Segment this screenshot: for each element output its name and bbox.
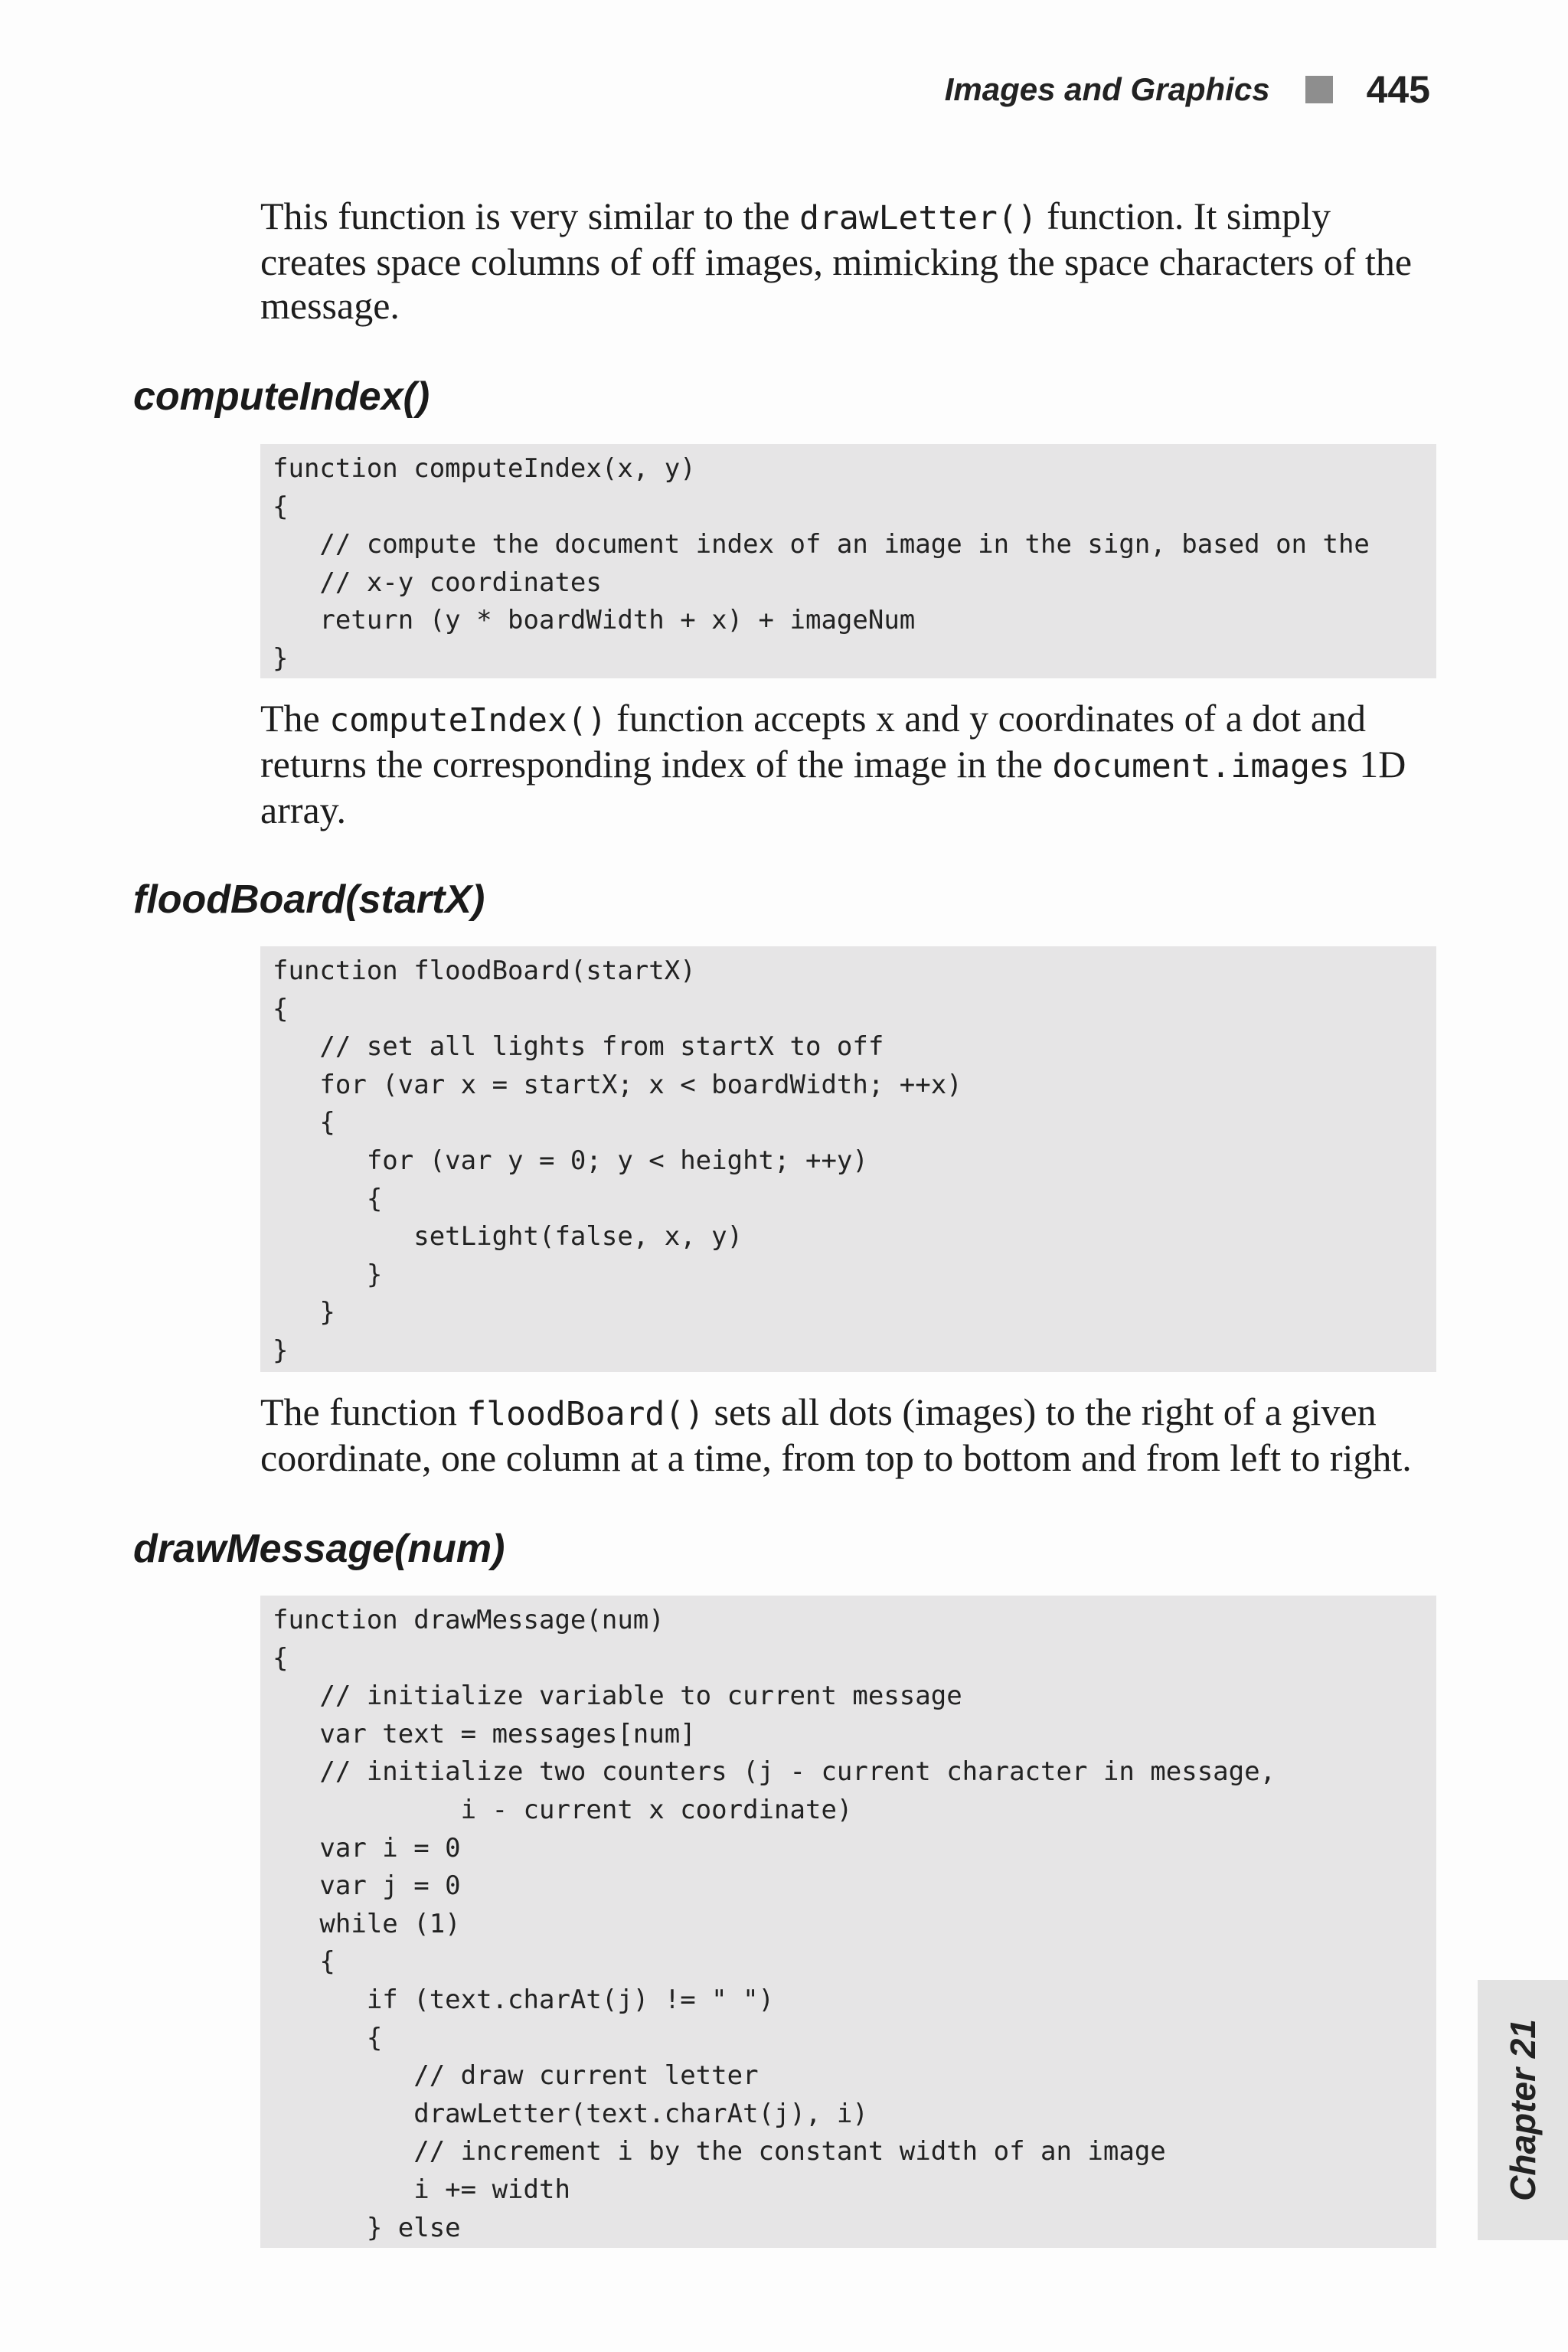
code-line: function drawMessage(num) [273,1605,665,1635]
code-line: var i = 0 [273,1832,461,1864]
code-line: // x-y coordinates [273,567,602,598]
code-line: drawLetter(text.charAt(j), i) [273,2098,868,2129]
code-line: // draw current letter [273,2060,759,2092]
para-code: floodBoard() [466,1395,705,1433]
code-line: { [273,1183,383,1214]
code-line: } [273,1259,383,1290]
code-line: } else [273,2212,461,2243]
code-line: i - current x coordinate) [273,1794,853,1825]
chapter-tab-label: Chapter 21 [1503,2019,1543,2201]
para-code: document.images [1052,747,1350,786]
code-block-flood-board [260,946,1436,1372]
para-text: sets all dots (images) to the right of a given coordinate, one column at a time, from top to bottom and from left to right. [260,1390,1412,1479]
section-heading-draw-message: drawMessage(num) [133,1527,505,1571]
code-line: return (y * boardWidth + x) + imageNum [273,605,916,636]
code-line: { [273,1107,335,1138]
para-code: computeIndex() [329,701,607,740]
intro-text-1: This function is very similar to the [260,194,800,237]
code-line: var text = messages[num] [273,1718,696,1749]
code-line: // increment i by the constant width of an image [273,2136,1166,2167]
code-line: { [273,1946,335,1978]
code-line: var j = 0 [273,1870,461,1902]
code-line: function floodBoard(startX) [273,956,696,986]
code-line: function computeIndex(x, y) [273,453,696,484]
running-header-title: Images and Graphics [944,71,1270,107]
code-line: // set all lights from startX to off [273,1031,884,1063]
intro-paragraph [260,194,1439,328]
section-heading-compute-index: computeIndex() [133,374,430,419]
code-line: for (var x = startX; x < boardWidth; ++x) [273,1069,962,1100]
code-line: // compute the document index of an image in the sign, based on the [273,529,1370,560]
code-block-compute-index [260,444,1436,678]
code-line: // initialize variable to current message [273,1681,962,1712]
code-line: i += width [273,2174,570,2205]
page-number: 445 [1366,68,1430,111]
code-line: } [273,1297,335,1328]
code-line: // initialize two counters (j - current character in message, [273,1756,1276,1788]
code-block-draw-message [260,1596,1436,2248]
code-line: { [273,1642,289,1674]
intro-code-1: drawLetter() [799,199,1037,237]
code-line: if (text.charAt(j) != " ") [273,1984,775,2015]
para-text: 1D array. [260,743,1406,831]
code-line: { [273,993,289,1024]
intro-text-2: function. It simply creates space columns of off images, mimicking the space characters of the message. [260,194,1413,327]
para-text: function accepts x and y coordinates of a dot and returns the corresponding index of the image in the [260,697,1367,786]
code-line: setLight(false, x, y) [273,1221,743,1253]
header-square-icon [1305,76,1333,103]
section-heading-flood-board: floodBoard(startX) [133,877,485,922]
chapter-tab [1478,1980,1568,2240]
code-line: } [273,1334,289,1366]
para-text: The [260,697,330,740]
code-line: { [273,2022,383,2053]
code-line: while (1) [273,1908,461,1939]
paragraph-compute-index [260,697,1439,832]
para-text: The function [260,1390,467,1433]
code-line: for (var y = 0; y < height; ++y) [273,1145,868,1176]
code-line: } [273,642,289,674]
running-header [945,67,1430,112]
code-line: { [273,491,289,522]
paragraph-flood-board [260,1390,1439,1480]
